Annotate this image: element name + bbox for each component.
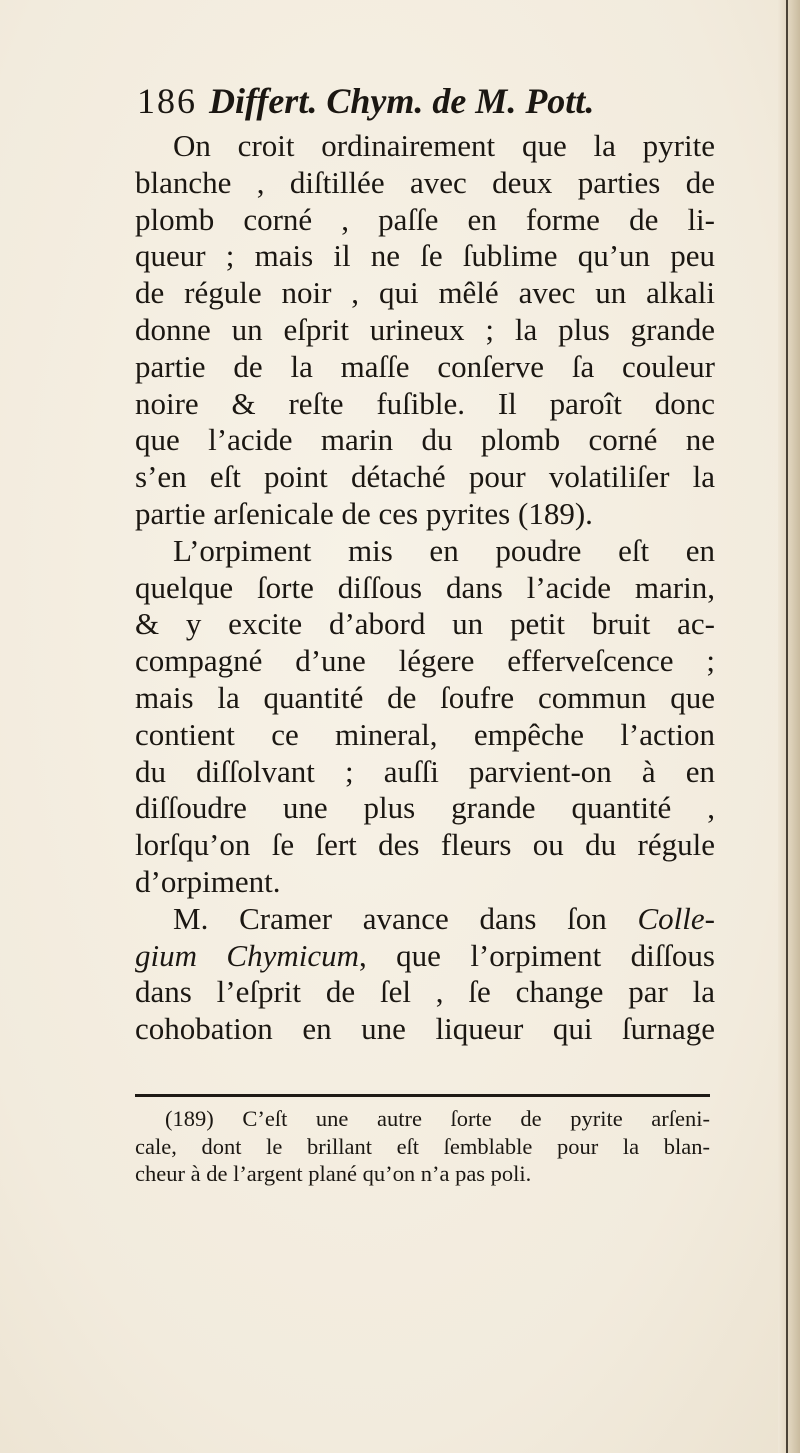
- binding-edge-line: [786, 0, 788, 1453]
- text-line: noire & reſte fuſible. Il paroît donc: [135, 385, 715, 421]
- footnote-line: cheur à de l’argent plané qu’on n’a pas poli.: [135, 1161, 532, 1186]
- running-title: Differt. Chym. de M. Pott.: [209, 81, 595, 121]
- text-line: queur ; mais il ne ſe ſublime qu’un peu: [135, 238, 715, 274]
- running-header: [137, 76, 737, 126]
- italic-book-title: gium Chymicum: [135, 937, 359, 973]
- text-line: L’orpiment mis en poudre eſt en: [173, 532, 715, 568]
- text-line: du diſſolvant ; auſſi parvient-on à en: [135, 753, 715, 789]
- text-line: blanche , diſtillée avec deux parties de: [135, 164, 715, 200]
- text-segment: M. Cramer avance dans ſon: [173, 900, 638, 936]
- text-line: que l’acide marin du plomb corné ne: [135, 422, 715, 458]
- text-line: [135, 938, 715, 975]
- text-line: On croit ordinairement que la pyrite: [173, 128, 715, 163]
- footnote-line: cale, dont le brillant eſt ſemblable pour la blan-: [135, 1133, 710, 1159]
- text-line: s’en eſt point détaché pour volatiliſer la: [135, 459, 715, 495]
- text-line: & y excite d’abord un petit bruit ac-: [135, 606, 715, 642]
- footnote: [135, 1105, 710, 1188]
- text-line: donne un eſprit urineux ; la plus grande: [135, 311, 715, 347]
- text-line: d’orpiment.: [135, 863, 281, 899]
- italic-book-title: Colle-: [637, 900, 715, 936]
- text-line: [135, 901, 715, 938]
- main-text: [135, 128, 715, 1048]
- page-number: 186: [137, 81, 197, 121]
- text-line: plomb corné , paſſe en forme de li-: [135, 201, 715, 237]
- text-line: partie de la maſſe conſerve ſa couleur: [135, 348, 715, 384]
- text-line: cohobation en une liqueur qui ſurnage: [135, 1011, 715, 1047]
- page-edge-shadow: [778, 0, 800, 1453]
- text-line: de régule noir , qui mêlé avec un alkali: [135, 275, 715, 311]
- text-line: lorſqu’on ſe ſert des fleurs ou du régule: [135, 827, 715, 863]
- text-line: partie arſenicale de ces pyrites (189).: [135, 495, 593, 531]
- text-segment: , que l’orpiment diſſous: [359, 937, 715, 973]
- text-line: mais la quantité de ſoufre commun que: [135, 679, 715, 715]
- footnote-line: (189) C’eſt une autre ſorte de pyrite arſeni-: [165, 1106, 710, 1131]
- text-line: quelque ſorte diſſous dans l’acide marin,: [135, 569, 715, 605]
- text-line: compagné d’une légere efferveſcence ;: [135, 643, 715, 679]
- footnote-rule: [135, 1094, 710, 1097]
- text-line: diſſoudre une plus grande quantité ,: [135, 790, 715, 826]
- text-line: contient ce mineral, empêche l’action: [135, 716, 715, 752]
- text-line: dans l’eſprit de ſel , ſe change par la: [135, 974, 715, 1010]
